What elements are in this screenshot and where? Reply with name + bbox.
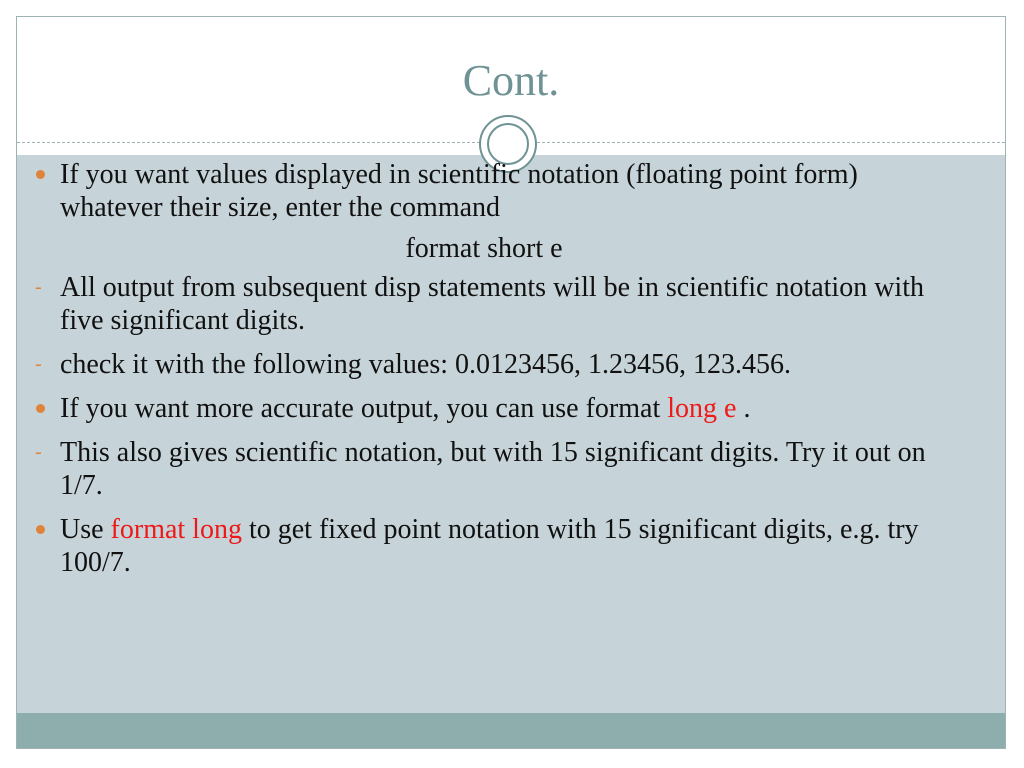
bottom-bar [17,713,1005,748]
slide-title: Cont. [462,56,560,105]
command-text: format short e [405,233,563,264]
bullet-dot-icon [36,525,45,534]
bullet-dot-icon [36,404,45,413]
command-line [34,232,934,265]
bullet-dot-icon [36,170,45,179]
bullet-text-before: If you want more accurate output, you can use format [60,393,668,424]
bullet-text-after: . [736,393,751,424]
sub-item-text: This also gives scientific notation, but with 15 significant digits. Try it out on 1/7. [60,437,926,501]
sub-item [34,436,934,502]
dash-marker: - [35,276,42,298]
sub-item-text: check it with the following values: 0.0123456, 1.23456, 123.456. [60,349,792,380]
bullet-text: If you want values displayed in scientific notation (floating point form) whatever their size, enter the command [60,159,858,223]
sub-item-text: All output from subsequent disp statements will be in scientific notation with five significant digits. [60,272,924,336]
bullet-item [34,513,934,579]
highlight-text: long e [667,393,737,424]
bullet-list [34,158,934,590]
dash-marker: - [35,353,42,375]
dash-marker: - [35,441,42,463]
bullet-item [34,392,934,425]
highlight-text: format long [110,514,242,545]
bullet-text-before: Use [60,514,111,545]
bullet-item [34,158,934,224]
sub-item [34,271,934,337]
bullet-text-after: to get fixed point notation with 15 significant digits, e.g. try 100/7. [60,514,919,578]
sub-item [34,348,934,381]
